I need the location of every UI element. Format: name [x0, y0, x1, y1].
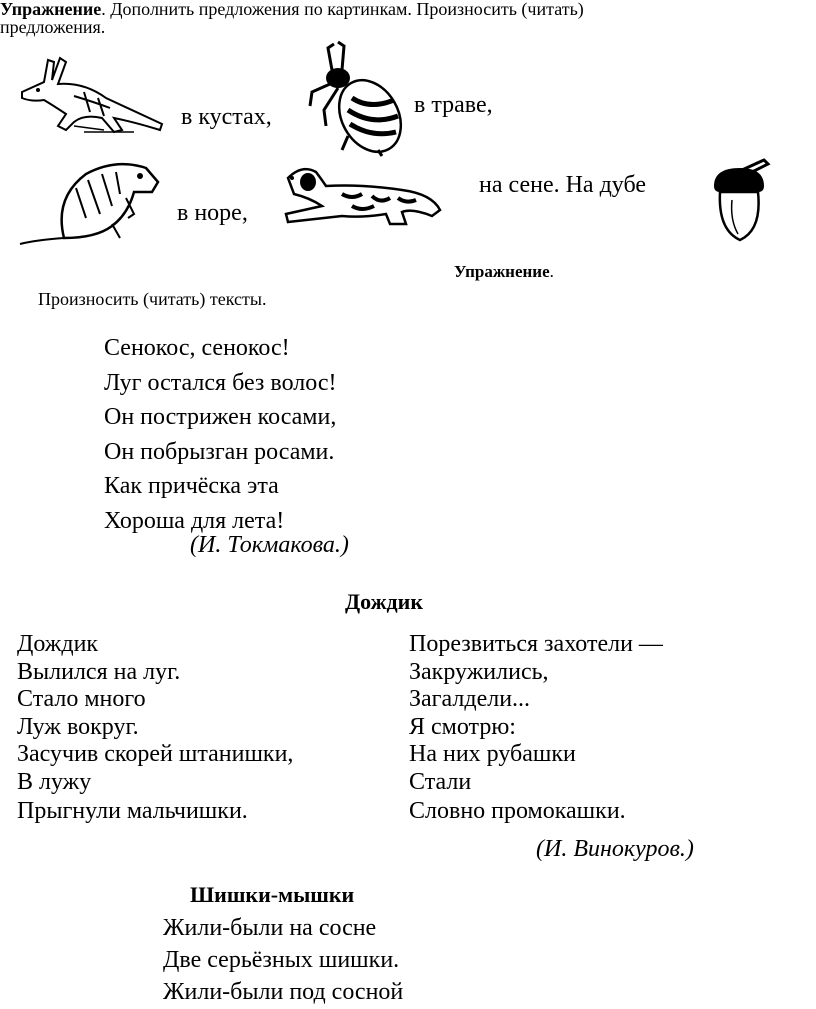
poem-line: Луг остался без волос! — [104, 369, 337, 396]
poem-line: Хороша для лета! — [104, 507, 285, 534]
mouse-icon — [16, 158, 162, 248]
poem-line: Сенокос, сенокос! — [104, 335, 290, 361]
poem-line: Словно промокашки. — [409, 798, 626, 824]
fragment-v-kustah: в кустах, — [181, 104, 272, 130]
poem-line: Он побрызган росами. — [104, 438, 335, 465]
poem-line: Стали — [409, 768, 472, 795]
exercise-instruction-cont: предложения. — [0, 17, 106, 37]
poem-line: Две серьёзных шишки. — [163, 947, 400, 973]
exercise-intro — [0, 0, 584, 36]
poem-line: Луж вокруг. — [17, 713, 139, 740]
poem-line: Засучив скорей штанишки, — [17, 741, 294, 767]
poem-line: Он пострижен косами, — [104, 404, 337, 430]
poem1-author: (И. Токмакова.) — [190, 532, 349, 558]
hare-icon — [14, 52, 166, 134]
poem-line: Закружились, — [409, 658, 549, 685]
poem-senokos — [104, 331, 336, 538]
beetle-icon — [308, 40, 414, 158]
poem-line: Прыгнули мальчишки. — [17, 798, 248, 824]
exercise-instruction: . Дополнить предложения по картинкам. Произносить (читать) — [101, 0, 584, 19]
dog-icon — [282, 164, 444, 230]
poem2-left-column — [17, 631, 293, 827]
poem-line: Я смотрю: — [409, 713, 516, 740]
poem-line: Дождик — [17, 631, 99, 657]
exercise2-heading: Упражнение. — [454, 262, 554, 281]
fragment-na-sene: на сене. На дубе — [479, 172, 647, 198]
poem-line: Жили-были на сосне — [163, 915, 377, 941]
poem-line: На них рубашки — [409, 741, 576, 767]
poem-line: Порезвиться захотели — — [409, 631, 663, 657]
fragment-v-trave: в траве, — [414, 92, 493, 118]
poem3-title: Шишки-мышки — [190, 882, 355, 907]
poem-line: Стало много — [17, 686, 146, 712]
fragment-v-nore: в норе, — [177, 200, 248, 226]
poem-line: Вылился на луг. — [17, 658, 181, 685]
exercise-label: Упражнение — [0, 0, 102, 19]
poem-line: Загалдели... — [409, 686, 531, 712]
poem2-title: Дождик — [345, 589, 424, 614]
acorn-icon — [706, 156, 774, 244]
poem-line: Как причёска эта — [104, 473, 279, 499]
poem2-right-column — [409, 631, 663, 827]
poem2-author: (И. Винокуров.) — [536, 836, 694, 862]
poem-shishki — [163, 912, 403, 1008]
poem-line: Жили-были под сосной — [163, 979, 404, 1005]
poem-line: В лужу — [17, 768, 92, 795]
exercise2-instruction: Произносить (читать) тексты. — [38, 289, 267, 309]
